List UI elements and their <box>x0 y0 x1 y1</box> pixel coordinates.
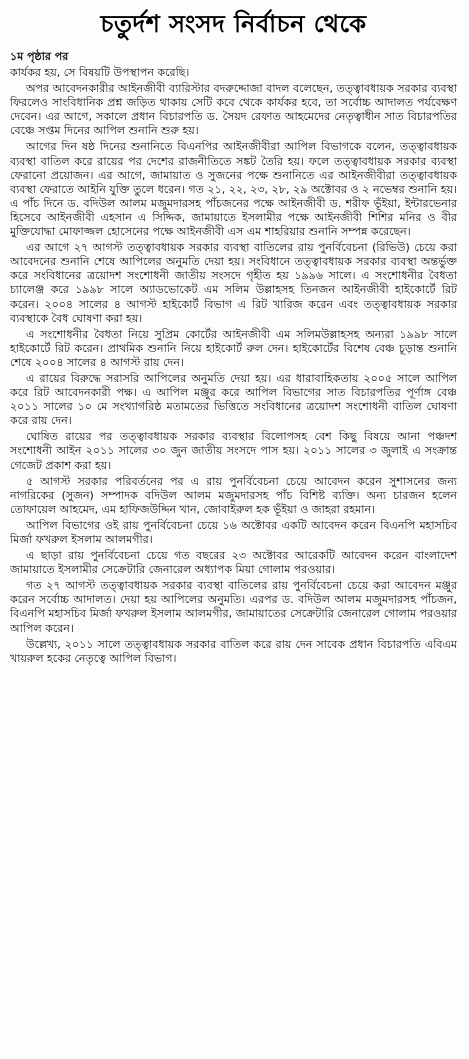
paragraph: এ সংশোধনীর বৈধতা নিয়ে সুপ্রিম কোর্টের আইনজীবী এম সলিমউল্লাহসহ অন্যরা ১৯৯৮ সালে হাইকোর্টে রিট করেন। প্রাথমিক শুনানি নিয়ে হাইকোর্ট রুল দেন। হাইকোর্টের বিশেষ বেঞ্চ চূড়ান্ত শুনানি শেষে ২০০৪ সালের ৪ আগস্ট রায় দেন। <box>10 327 457 369</box>
paragraph: অপর আবেদনকারীর আইনজীবী ব্যারিস্টার বদরুদ্দোজা বাদল বলেছেন, তত্ত্বাবধায়ক সরকার ব্যবস্থা ফিরলেও সাংবিধানিক প্রশ্ন জড়িত থাকায় সেটি কবে থেকে কার্যকর হবে, তা সর্বোচ্চ আদালত পর্যবেক্ষণ দেবেন। এর আগে, সকালে প্রধান বিচারপতি ড. সৈয়দ রেফাত আহমেদের নেতৃত্বাধীন সাত বিচারপতির বেঞ্চে সপ্তম দিনের আপিল শুনানি শুরু হয়। <box>10 82 457 138</box>
paragraph: ঘোষিত রায়ের পর তত্ত্বাবধায়ক সরকার ব্যবস্থার বিলোপসহ বেশ কিছু বিষয়ে আনা পঞ্চদশ সংশোধনী আইন ২০১১ সালের ৩০ জুন জাতীয় সংসদে পাস হয়। ২০১১ সালের ৩ জুলাই এ সংক্রান্ত গেজেট প্রকাশ করা হয়। <box>10 430 457 472</box>
paragraph: গত ২৭ আগস্ট তত্ত্বাবধায়ক সরকার ব্যবস্থা বাতিলের রায় পুনর্বিবেচনা চেয়ে করা আবেদন মঞ্জুর করেন সর্বোচ্চ আদালত। দেয়া হয় আপিলের অনুমতি। এরপর ড. বদিউল আলম মজুমদারসহ পাঁচজন, বিএনপি মহাসচিব মির্জা ফখরুল ইসলাম আলমগীর, জামায়াতের সেক্রেটারি জেনারেল গোলাম পরওয়ার আপিল করেন। <box>10 579 457 635</box>
paragraph: আগের দিন ষষ্ঠ দিনের শুনানিতে বিএনপির আইনজীবীরা আপিল বিভাগকে বলেন, তত্ত্বাবধায়ক ব্যবস্থা বাতিল করে রায়ের পর দেশের রাজনীতিতে সঙ্কট তৈরি হয়। ফলে তত্ত্বাবধায়ক সরকার ব্যবস্থা ফেরানো প্রয়োজন। এর আগে, জামায়াত ও সুজনের পক্ষে শুনানিতে এর আইনজীবীরা তত্ত্বাবধায়ক ব্যবস্থা ফেরাতে আইনি যুক্তি তুলে ধরেন। গত ২১, ২২, ২৩, ২৮, ২৯ অক্টোবর ও ২ নভেম্বর শুনানি হয়। এ পাঁচ দিনে ড. বদিউল আলম মজুমদারসহ পাঁচজনের পক্ষে আইনজীবী ড. শরীফ ভূঁইয়া, ইন্টারভেনার হিসেবে আইনজীবী এহসান এ সিদ্দিক, জামায়াতে ইসলামীর পক্ষে আইনজীবী শিশির মনির ও বীর মুক্তিযোদ্ধা মোফাজ্জল হোসেনের পক্ষে আইনজীবী এস এম শাহরিয়ার শুনানি সম্পন্ন করেছেন। <box>10 140 457 239</box>
paragraph: ৫ আগস্ট সরকার পরিবর্তনের পর এ রায় পুনর্বিবেচনা চেয়ে আবেদন করেন সুশাসনের জন্য নাগরিকের (সুজন) সম্পাদক বদিউল আলম মজুমদারসহ পাঁচ বিশিষ্ট ব্যক্তি। অন্য চারজন হলেন তোফায়েল আহমেদ, এম হাফিজউদ্দিন খান, জোবাইরুল হক ভূঁইয়া ও জাহরা রহমান। <box>10 474 457 516</box>
paragraph: এর আগে ২৭ আগস্ট তত্ত্বাবধায়ক সরকার ব্যবস্থা বাতিলের রায় পুনর্বিবেচনা (রিভিউ) চেয়ে করা আবেদনের শুনানি শেষে আপিলের অনুমতি দেয়া হয়। সংবিধানে তত্ত্বাবধায়ক সরকার ব্যবস্থা অন্তর্ভুক্ত করে সংবিধানের ত্রয়োদশ সংশোধনী জাতীয় সংসদে গৃহীত হয় ১৯৯৬ সালে। এ সংশোধনীর বৈধতা চ্যালেঞ্জ করে ১৯৯৮ সালে অ্যাডভোকেট এম সলিম উল্লাহসহ তিনজন আইনজীবী হাইকোর্টে রিট করেন। ২০০৪ সালের ৪ আগস্ট হাইকোর্ট বিভাগ এ রিট খারিজ করেন এবং তত্ত্বাবধায়ক সরকার ব্যবস্থাকে বৈধ ঘোষণা করা হয়। <box>10 241 457 325</box>
paragraph: কার্যকর হয়, সে বিষয়টি উপস্থাপন করেছি। <box>10 66 190 79</box>
paragraph: আপিল বিভাগের ওই রায় পুনর্বিবেচনা চেয়ে ১৬ অক্টোবর একটি আবেদন করেন বিএনপি মহাসচিব মির্জা ফখরুল ইসলাম আলমগীর। <box>10 518 457 546</box>
paragraph: এ রায়ের বিরুদ্ধে সরাসরি আপিলের অনুমতি দেয়া হয়। এর ধারাবাহিকতায় ২০০৫ সালে আপিল করে রিট আবেদনকারী পক্ষ। এ আপিল মঞ্জুর করে আপিল বিভাগের সাত বিচারপতির পূর্ণাঙ্গ বেঞ্চ ২০১১ সালের ১০ মে সংখ্যাগরিষ্ঠ মতামতের ভিত্তিতে সংবিধানের ত্রয়োদশ সংশোধনী বাতিল ঘোষণা করে রায় দেন। <box>10 371 457 428</box>
paragraph: উল্লেখ্য, ২০১১ সালে তত্ত্বাবধায়ক সরকার বাতিল করে রায় দেন সাবেক প্রধান বিচারপতি এবিএম খায়রুল হকের নেতৃত্বে আপিল বিভাগ। <box>10 637 457 665</box>
paragraph: এ ছাড়া রায় পুনর্বিবেচনা চেয়ে গত বছরের ২৩ অক্টোবর আরেকটি আবেদন করেন বাংলাদেশ জামায়াতে ইসলামীর সেক্রেটারি জেনারেল অধ্যাপক মিয়া গোলাম পরওয়ার। <box>10 549 457 577</box>
continued-from-label: ১ম পৃষ্ঠার পর <box>10 50 69 63</box>
article-body <box>10 66 457 666</box>
headline: চতুর্দশ সংসদ নির্বাচন থেকে <box>100 10 367 38</box>
